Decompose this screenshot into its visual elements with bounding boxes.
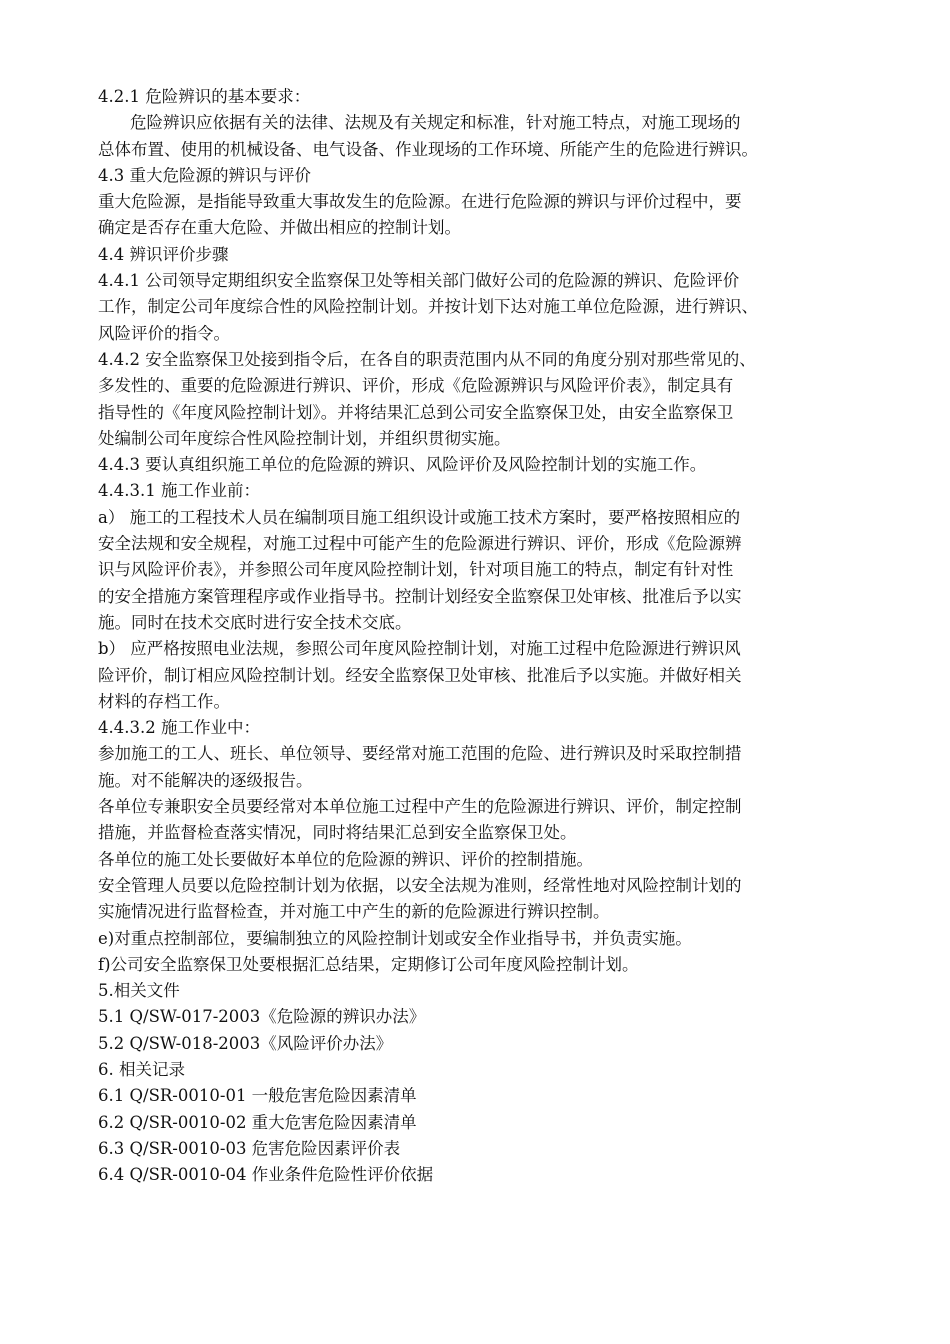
record-6-1: 6.1 Q/SR-0010-01 一般危害危险因素清单	[98, 1086, 417, 1106]
paragraph-line: 工作，制定公司年度综合性的风险控制计划。并按计划下达对施工单位危险源，进行辨识、	[98, 297, 758, 317]
heading-4-4-3-1: 4.4.3.1 施工作业前：	[98, 481, 260, 501]
paragraph-line: 4.4.1 公司领导定期组织安全监察保卫处等相关部门做好公司的危险源的辨识、危险评价	[98, 271, 740, 291]
heading-4-3: 4.3 重大危险源的辨识与评价	[98, 165, 311, 185]
list-item-e: e)对重点控制部位，要编制独立的风险控制计划或安全作业指导书，并负责实施。	[98, 928, 692, 948]
record-6-2: 6.2 Q/SR-0010-02 重大危害危险因素清单	[98, 1112, 417, 1132]
list-item-b: b） 应严格按照电业法规，参照公司年度风险控制计划，对施工过程中危险源进行辨识风	[98, 639, 741, 659]
reference-5-2: 5.2 Q/SW-018-2003《风险评价办法》	[98, 1033, 393, 1053]
paragraph-line: 安全法规和安全规程，对施工过程中可能产生的危险源进行辨识、评价，形成《危险源辨	[98, 534, 742, 554]
record-6-4: 6.4 Q/SR-0010-04 作业条件危险性评价依据	[98, 1165, 434, 1185]
paragraph-line: 确定是否存在重大危险、并做出相应的控制计划。	[98, 218, 461, 238]
paragraph-line: 实施情况进行监督检查，并对施工中产生的新的危险源进行辨识控制。	[98, 902, 610, 922]
heading-4-4-3-2: 4.4.3.2 施工作业中：	[98, 718, 260, 738]
paragraph-line: 处编制公司年度综合性风险控制计划，并组织贯彻实施。	[98, 428, 511, 448]
paragraph-line: 各单位的施工处长要做好本单位的危险源的辨识、评价的控制措施。	[98, 849, 593, 869]
list-item-f: f)公司安全监察保卫处要根据汇总结果，定期修订公司年度风险控制计划。	[98, 954, 639, 974]
paragraph-line: 总体布置、使用的机械设备、电气设备、作业现场的工作环境、所能产生的危险进行辨识。	[98, 139, 758, 159]
paragraph-line: 的安全措施方案管理程序或作业指导书。控制计划经安全监察保卫处审核、批准后予以实	[98, 586, 742, 606]
paragraph-line: 险评价，制订相应风险控制计划。经安全监察保卫处审核、批准后予以实施。并做好相关	[98, 665, 742, 685]
paragraph-line: 指导性的《年度风险控制计划》。并将结果汇总到公司安全监察保卫处，由安全监察保卫	[98, 402, 734, 422]
paragraph-line: 材料的存档工作。	[98, 691, 230, 711]
document-body	[98, 84, 858, 1188]
paragraph-line: 危险辨识应依据有关的法律、法规及有关规定和标准，针对施工特点，对施工现场的	[130, 113, 741, 133]
paragraph-line: 措施，并监督检查落实情况，同时将结果汇总到安全监察保卫处。	[98, 823, 577, 843]
paragraph-line: 4.4.3 要认真组织施工单位的危险源的辨识、风险评价及风险控制计划的实施工作。	[98, 455, 707, 475]
heading-4-4: 4.4 辨识评价步骤	[98, 244, 229, 264]
paragraph-line: 施。对不能解决的逐级报告。	[98, 770, 313, 790]
heading-4-2-1: 4.2.1 危险辨识的基本要求：	[98, 87, 311, 106]
paragraph-line: 4.4.2 安全监察保卫处接到指令后，在各自的职责范围内从不同的角度分别对那些常见的、	[98, 349, 756, 369]
paragraph-line: 重大危险源，是指能导致重大事故发生的危险源。在进行危险源的辨识与评价过程中，要	[98, 192, 742, 212]
paragraph-line: 各单位专兼职安全员要经常对本单位施工过程中产生的危险源进行辨识、评价，制定控制	[98, 797, 742, 817]
heading-6: 6. 相关记录	[98, 1059, 185, 1079]
paragraph-line: 施。同时在技术交底时进行安全技术交底。	[98, 612, 412, 632]
heading-5: 5.相关文件	[98, 981, 180, 1001]
paragraph-line: 识与风险评价表》，并参照公司年度风险控制计划，针对项目施工的特点，制定有针对性	[98, 560, 734, 580]
list-item-a: a） 施工的工程技术人员在编制项目施工组织设计或施工技术方案时，要严格按照相应的	[98, 507, 741, 527]
paragraph-line: 安全管理人员要以危险控制计划为依据，以安全法规为准则，经常性地对风险控制计划的	[98, 875, 742, 895]
paragraph-line: 参加施工的工人、班长、单位领导、要经常对施工范围的危险、进行辨识及时采取控制措	[98, 744, 742, 764]
paragraph-line: 多发性的、重要的危险源进行辨识、评价，形成《危险源辨识与风险评价表》，制定具有	[98, 376, 734, 396]
record-6-3: 6.3 Q/SR-0010-03 危害危险因素评价表	[98, 1138, 401, 1158]
reference-5-1: 5.1 Q/SW-017-2003《危险源的辨识办法》	[98, 1007, 426, 1027]
paragraph-line: 风险评价的指令。	[98, 323, 230, 343]
